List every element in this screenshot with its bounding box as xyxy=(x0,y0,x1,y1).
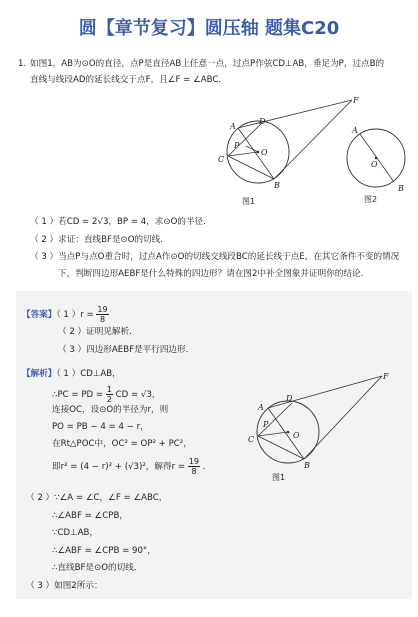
problem-number: 1. xyxy=(18,59,27,69)
question-1: （ 1 ）若CD = 2√3，BP = 4，求⊙O的半径． xyxy=(30,217,212,227)
svg-text:P: P xyxy=(263,420,269,429)
svg-text:F: F xyxy=(383,372,389,381)
analysis-fig-caption: 图1 xyxy=(272,473,286,482)
proof-2-line-1: （ 2 ）∵∠A = ∠C，∠F = ∠ABC， xyxy=(26,493,168,503)
analysis-figure xyxy=(240,368,400,486)
answer-1-fraction: $\frac{19}{8}$ xyxy=(97,305,108,324)
analysis-line-3: 连接OC，设⊙O的半径为r，则 xyxy=(52,405,169,415)
segment-cb xyxy=(228,156,274,179)
problem-stem-line1: 如图1，AB为⊙O的直径，点P是直径AB上任意一点，过点P作弦CD⊥AB，垂足为P，过点B的 xyxy=(30,59,385,69)
segment-ab xyxy=(238,128,274,179)
proof-2-line-3: ∵CD⊥AB， xyxy=(52,528,98,538)
question-2: （ 2 ）求证：直线BF是⊙O的切线． xyxy=(30,235,169,245)
svg-text:B: B xyxy=(304,461,310,470)
label-a-fig2: A xyxy=(352,126,358,135)
segment-oc xyxy=(228,152,258,156)
answer-1-prefix: （ 1 ）r = xyxy=(56,310,94,320)
question-3-line2: 下，判断四边形AEBF是什么特殊的四边形？请在图2中补全图象并证明你的结论． xyxy=(58,269,370,279)
fig1-caption: 图1 xyxy=(242,197,256,206)
analysis-line-6: 即r² = (4 − r)² + (√3)²，解得r = $\frac{19}{8}$ ． xyxy=(52,457,212,476)
proof-2-line-5: ∴直线BF是⊙O的切线． xyxy=(52,563,143,573)
analysis-line-4: PO = PB − 4 = 4 − r， xyxy=(52,422,149,432)
analysis-line-5: 在Rt△POC中，OC² = OP² + PC²， xyxy=(52,439,192,449)
svg-text:O: O xyxy=(293,431,300,440)
proof-3-line-1: （ 3 ）如图2所示： xyxy=(26,581,103,591)
svg-text:A: A xyxy=(258,403,264,412)
problem-stem-line2: 直线与线段AD的延长线交于点F，且∠F = ∠ABC． xyxy=(30,75,227,85)
analysis-line-2: ∴PC = PD = $\frac{1}{2}$ CD = √3， xyxy=(52,385,161,404)
question-3-line1: （ 3 ）当点P与点O重合时，过点A作⊙O的切线交线段BC的延长线于点E，在其它条件不变的情况 xyxy=(30,252,400,262)
svg-text:C: C xyxy=(248,435,255,444)
page-title: 圆【章节复习】圆压轴 题集C20 xyxy=(78,18,340,39)
label-a: A xyxy=(230,122,236,131)
segment-po xyxy=(246,146,258,152)
proof-2-line-4: ∴∠ABF = ∠CPB = 90°， xyxy=(52,546,156,556)
label-o-fig2: O xyxy=(371,160,378,169)
answer-line-1 xyxy=(22,305,109,324)
label-f: F xyxy=(353,96,359,105)
svg-text:D: D xyxy=(286,394,293,403)
fig2-caption: 图2 xyxy=(364,195,378,204)
label-p: P xyxy=(234,141,240,150)
label-o: O xyxy=(261,148,268,157)
analysis-line-1: 【解析】（ 1 ）CD⊥AB， xyxy=(22,369,121,379)
answer-line-2: （ 2 ）证明见解析． xyxy=(58,327,138,337)
label-b-fig2: B xyxy=(398,184,404,193)
figure-2 xyxy=(338,118,416,208)
analysis-label: 【解析】 xyxy=(22,369,57,379)
answer-line-3: （ 3 ）四边形AEBF是平行四边形． xyxy=(58,345,195,355)
proof-2-line-2: ∴∠ABF = ∠CPB， xyxy=(52,511,128,521)
label-d: D xyxy=(259,117,266,126)
label-c: C xyxy=(218,155,225,164)
segment-af xyxy=(238,100,352,128)
answer-label: 【答案】 xyxy=(22,310,57,320)
label-b: B xyxy=(274,181,280,190)
